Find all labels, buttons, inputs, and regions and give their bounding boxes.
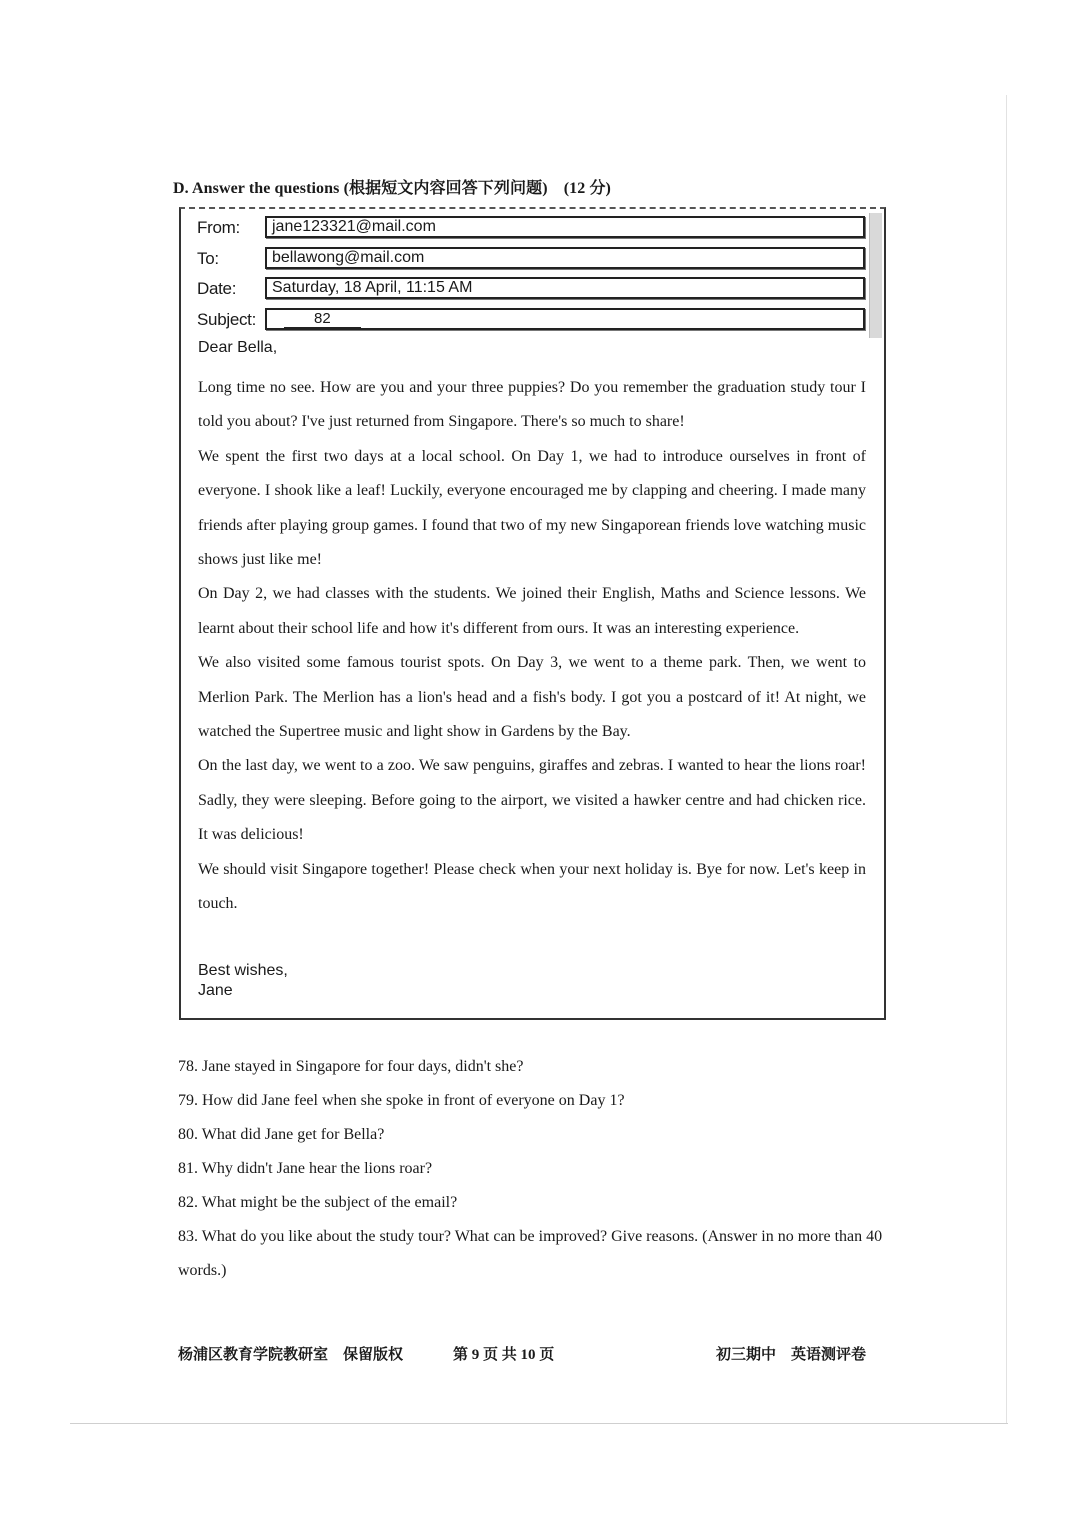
email-paragraph: On the last day, we went to a zoo. We saw penguins, giraffes and zebras. I wanted to hear the lions roar! Sadly, they were sleeping. Before going to the airport, we visited a hawker centre and had chicken rice. It was delicious! [198,757,866,844]
section-title: D. Answer the questions (根据短文内容回答下列问题) (12 分) [173,180,611,197]
subject-blank: 82 [284,311,361,328]
email-greeting: Dear Bella, [198,339,278,356]
email-paragraph: On Day 2, we had classes with the students. We joined their English, Maths and Science lessons. We learnt about their school life and how it's different from ours. It was an interesting experience. [198,585,866,637]
question-item: 79. How did Jane feel when she spoke in front of everyone on Day 1? [178,1092,625,1109]
email-paragraph: We also visited some famous tourist spots. On Day 3, we went to a theme park. Then, we went to Merlion Park. The Merlion has a lion's head and a fish's body. I got you a postcard of it! At night, we watched the Supertree music and light show in Gardens by the Bay. [198,654,866,741]
subject-label: Subject: [197,310,257,329]
question-item: 80. What did Jane get for Bella? [178,1126,385,1143]
to-row [195,247,875,273]
page-edge [70,1423,1008,1424]
footer-page-number: 第 9 页 共 10 页 [453,1347,555,1363]
question-item: 83. What do you like about the study tour? What can be improved? Give reasons. (Answer in no more than 40 words.) [178,1228,883,1279]
email-body [198,371,866,922]
email-closing [198,961,288,1001]
from-label: From: [197,218,240,237]
footer-left: 杨浦区教育学院教研室 保留版权 [178,1347,404,1363]
date-row [195,277,875,303]
email-paragraph: We should visit Singapore together! Please check when your next holiday is. Bye for now. Let's keep in touch. [198,860,866,913]
footer-right: 初三期中 英语测评卷 [716,1347,867,1363]
date-field[interactable]: Saturday, 18 April, 11:15 AM [265,277,865,299]
page-edge [1006,95,1007,1423]
from-row [195,216,875,242]
closing-phrase: Best wishes, [198,962,288,979]
question-item: 81. Why didn't Jane hear the lions roar? [178,1160,433,1177]
to-label: To: [197,249,219,268]
question-item: 82. What might be the subject of the email? [178,1194,458,1211]
question-item: 78. Jane stayed in Singapore for four days, didn't she? [178,1058,524,1075]
subject-field[interactable] [265,308,865,330]
question-list [178,1050,888,1288]
subject-row [195,308,875,334]
email-frame [179,207,886,1020]
email-paragraph: Long time no see. How are you and your three puppies? Do you remember the graduation study tour I told you about? I've just returned from Singapore. There's so much to share! [198,379,866,431]
email-paragraph: We spent the first two days at a local school. On Day 1, we had to introduce ourselves in front of everyone. I shook like a leaf! Luckily, everyone encouraged me by clapping and cheering. I made many friends after playing group games. I found that two of my new Singaporean friends love watching music shows just like me! [198,447,866,569]
date-label: Date: [197,279,237,298]
from-field[interactable]: jane123321@mail.com [265,216,865,238]
signature: Jane [198,982,233,999]
to-field[interactable]: bellawong@mail.com [265,247,865,269]
